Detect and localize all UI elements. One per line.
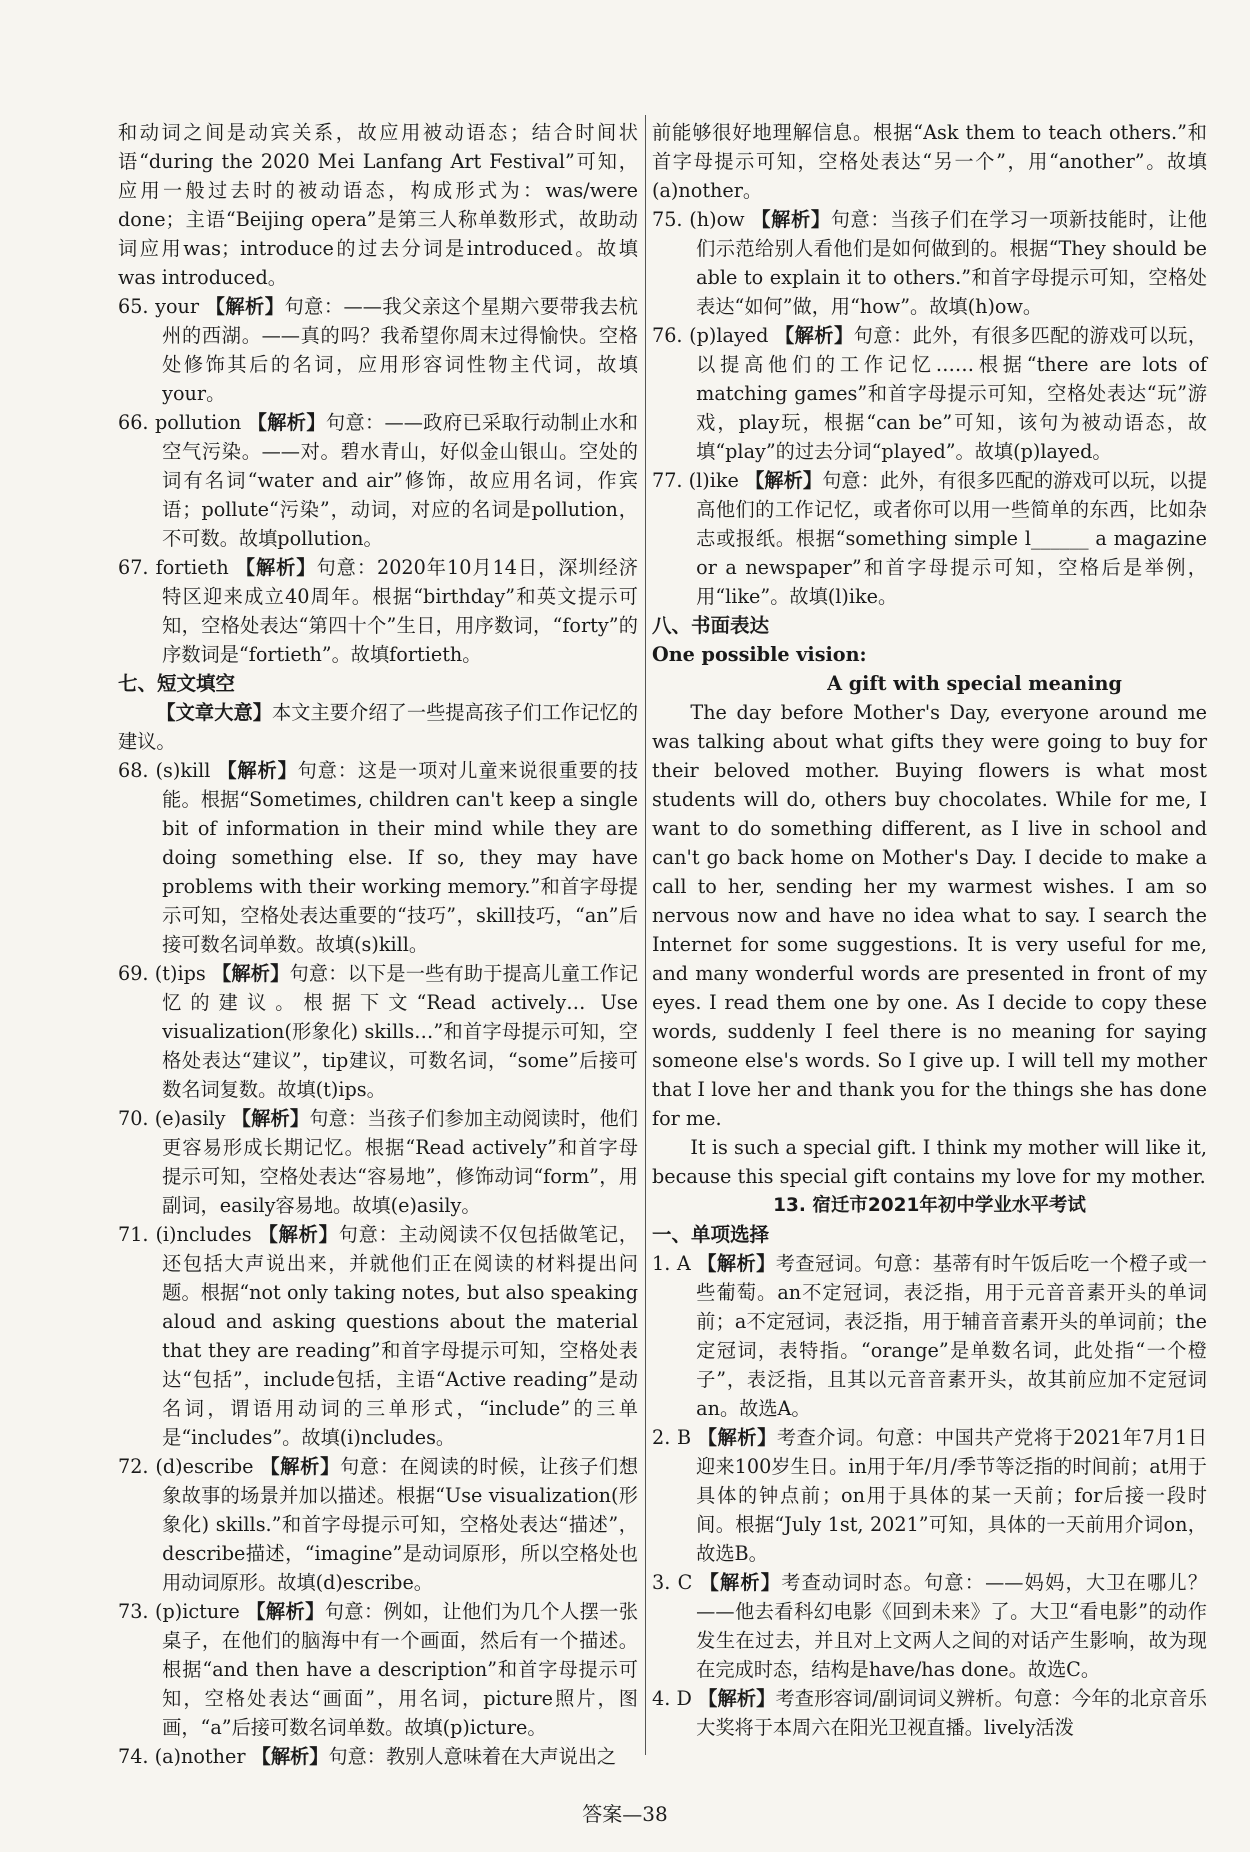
answer-77: 77. (l)ike 【解析】句意：此外，有很多匹配的游戏可以玩，以提高他们的工作记忆，或者你可以用一些简单的东西，比如杂志或报纸。根据“something simple l______ a magazine or a newspaper”和首字母提示可知，空格后是举例，用“like”。故填(l)ike。: [652, 469, 1208, 608]
essay-paragraph-2: It is such a special gift. I think my mother will like it, because this special gift contains my love for my mother.: [652, 1136, 1207, 1188]
answer-73: 73. (p)icture 【解析】句意：例如，让他们为几个人摆一张桌子，在他们的脑海中有一个画面，然后有一个描述。根据“and then have a description”和首字母提示可知，空格处表达“画面”，用名词，picture照片，图画，“a”后接可数名词单数。故填(p)icture。: [118, 1600, 639, 1739]
answer-67: 67. fortieth 【解析】句意：2020年10月14日，深圳经济特区迎来成立40周年。根据“birthday”和英文提示可知，空格处表达“第四十个”生日，用序数词，“forty”的序数词是“fortieth”。故填fortieth。: [118, 556, 638, 666]
answer-66: 66. pollution 【解析】句意：——政府已采取行动制止水和空气污染。——对。碧水青山，好似金山银山。空处的词有名词“water and air”修饰，故应用名词，作宾语；pollute“污染”，动词，对应的名词是pollution，不可数。故填pollution。: [118, 411, 638, 550]
answer-76: 76. (p)layed 【解析】句意：此外，有很多匹配的游戏可以玩，以提高他们的工作记忆……根据“there are lots of matching games”和首字母提示可知，空格处表达“玩”游戏，play玩，根据“can be”可知，该句为被动语态，故填“play”的过去分词“played”。故填(p)layed。: [652, 324, 1208, 463]
page-footer: 答案—38: [582, 1802, 668, 1826]
answer-65: 65. your 【解析】句意：——我父亲这个星期六要带我去杭州的西湖。——真的吗？我希望你周末过得愉快。空格处修饰其后的名词，应用形容词性物主代词，故填your。: [118, 295, 638, 405]
answer-69: 69. (t)ips 【解析】句意：以下是一些有助于提高儿童工作记忆的建议。根据下文“Read actively… Use visualization(形象化) skills…”和首字母提示可知，空格处表达“建议”，tip建议，可数名词，“some”后接可数名词复数。故填(t)ips。: [118, 962, 639, 1101]
answer-2: 2. B 【解析】考查介词。句意：中国共产党将于2021年7月1日迎来100岁生日。in用于年/月/季节等泛指的时间前；at用于具体的钟点前；on用于具体的某一天前；for后接一段时间。根据“July 1st, 2021”可知，具体的一天前用介词on，故选B。: [652, 1426, 1208, 1565]
passage-summary: 【文章大意】本文主要介绍了一些提高孩子们工作记忆的建议。: [118, 701, 639, 753]
left-column: [118, 118, 638, 1771]
answer-74-continuation: 前能够很好地理解信息。根据“Ask them to teach others.”和首字母提示可知，空格处表达“另一个”，用“another”。故填(a)nother。: [652, 121, 1207, 202]
section-heading-8: 八、书面表达: [652, 614, 770, 637]
answer-71: 71. (i)ncludes 【解析】句意：主动阅读不仅包括做笔记，还包括大声说出来，并就他们正在阅读的材料提出问题。根据“not only taking notes, but also speaking aloud and asking questions about the material that they are reading”和首字母提示可知，空格处表达“包括”，include包括，主语“Active reading”是动名词，谓语用动词的三单形式，“include”的三单是“includes”。故填(i)ncludes。: [118, 1223, 639, 1449]
answer-64-continuation: 和动词之间是动宾关系，故应用被动语态；结合时间状语“during the 2020 Mei Lanfang Art Festival”可知，应用一般过去时的被动语态，构成形式为：was/were done；主语“Beijing opera”是第三人称单数形式，故助动词应用was；introduce的过去分词是introduced。故填was introduced。: [118, 121, 638, 289]
answer-72: 72. (d)escribe 【解析】句意：在阅读的时候，让孩子们想象故事的场景并加以描述。根据“Use visualization(形象化) skills.”和首字母提示可知，空格处表达“描述”，describe描述，“imagine”是动词原形，所以空格处也用动词原形。故填(d)escribe。: [118, 1455, 639, 1594]
answer-4: 4. D 【解析】考查形容词/副词词义辨析。句意：今年的北京音乐大奖将于本周六在阳光卫视直播。lively活泼: [652, 1687, 1208, 1739]
essay-title: A gift with special meaning: [827, 672, 1122, 695]
section-heading-1: 一、单项选择: [652, 1223, 770, 1246]
exam-title: 13. 宿迁市2021年初中学业水平考试: [773, 1195, 1086, 1216]
answer-1: 1. A 【解析】考查冠词。句意：基蒂有时午饭后吃一个橙子或一些葡萄。an不定冠词，表泛指，用于元音音素开头的单词前；a不定冠词，表泛指，用于辅音音素开头的单词前；the定冠词，表特指。“orange”是单数名词，此处指“一个橙子”，表泛指，且其以元音音素开头，故其前应加不定冠词an。故选A。: [652, 1252, 1208, 1420]
vision-label: One possible vision:: [652, 643, 867, 666]
column-divider: [645, 115, 646, 1755]
answer-3: 3. C 【解析】考查动词时态。句意：——妈妈，大卫在哪儿？——他去看科幻电影《回到未来》了。大卫“看电影”的动作发生在过去，并且对上文两人之间的对话产生影响，故为现在完成时态，结构是have/has done。故选C。: [652, 1571, 1208, 1681]
section-heading-7: 七、短文填空: [118, 672, 236, 695]
right-column: [652, 118, 1207, 1742]
answer-75: 75. (h)ow 【解析】句意：当孩子们在学习一项新技能时，让他们示范给别人看他们是如何做到的。根据“They should be able to explain it to others.”和首字母提示可知，空格处表达“如何”做，用“how”。故填(h)ow。: [652, 208, 1208, 318]
essay-paragraph-1: The day before Mother's Day, everyone around me was talking about what gifts they were going to buy for their beloved mother. Buying flowers is what most students will do, others buy chocolates. While for me, I want to do something different, as I live in school and can't go back home on Mother's Day. I decide to make a call to her, sending her my warmest wishes. I am so nervous now and have no idea what to say. I search the Internet for some suggestions. It is very useful for me, and many wonderful words are presented in front of my eyes. I read them one by one. As I decide to copy these words, suddenly I feel there is no meaning for saying someone else's words. So I give up. I will tell my mother that I love her and thank you for the things she has done for me.: [652, 701, 1207, 1130]
answer-68: 68. (s)kill 【解析】句意：这是一项对儿童来说很重要的技能。根据“Sometimes, children can't keep a single bit of information in their mind while they are doing something else. If so, they may have problems with their working memory.”和首字母提示可知，空格处表达重要的“技巧”，skill技巧，“an”后接可数名词单数。故填(s)kill。: [118, 759, 639, 956]
answer-74: 74. (a)nother 【解析】句意：教别人意味着在大声说出之: [118, 1745, 617, 1768]
answer-70: 70. (e)asily 【解析】句意：当孩子们参加主动阅读时，他们更容易形成长期记忆。根据“Read actively”和首字母提示可知，空格处表达“容易地”，修饰动词“form”，用副词，easily容易地。故填(e)asily。: [118, 1107, 638, 1217]
